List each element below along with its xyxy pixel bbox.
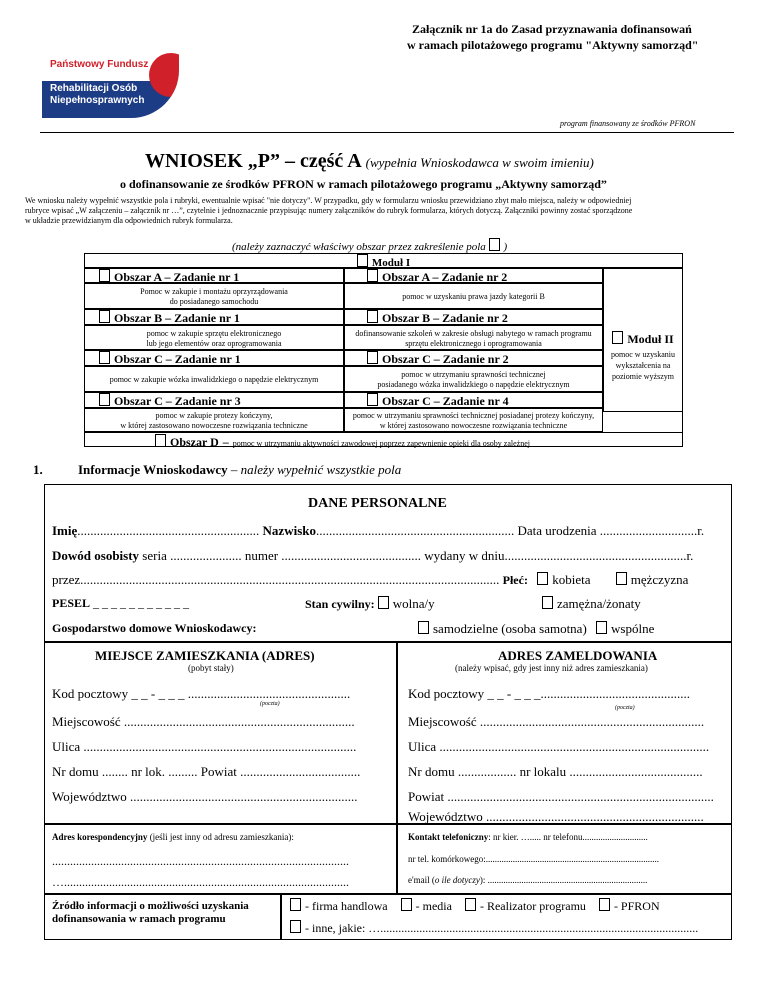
area-c4-checkbox[interactable]: [367, 393, 378, 406]
source-options-row-2: [290, 920, 698, 936]
source-label: Źródło informacji o możliwości uzyskania dofinansowania w ramach programu: [52, 900, 249, 925]
household-single-checkbox[interactable]: [418, 621, 429, 634]
module-2-checkbox[interactable]: [612, 331, 623, 344]
household-options: samodzielne (osoba samotna) wspólne: [418, 621, 654, 637]
area-d-row: Obszar D – pomoc w utrzymaniu aktywności zawodowej poprzez zapewnienie opieki dla osoby zależnej: [84, 432, 683, 447]
area-c3-header: Obszar C – Zadanie nr 3: [84, 392, 344, 408]
correspondence-line-1[interactable]: ...................................................................................................: [52, 854, 349, 868]
area-b1-desc: pomoc w zakupie sprzętu elektronicznego lub jego elementów oraz oprogramowania: [84, 325, 344, 350]
source-pfron-checkbox[interactable]: [599, 898, 610, 911]
name-row: Imię........................................................ Nazwisko............................................................. Data urodzenia ..............................r.: [52, 523, 705, 538]
area-c2-desc: pomoc w utrzymaniu sprawności technicznej posiadanego wózka inwalidzkiego o napędzie elektrycznym: [344, 366, 603, 392]
first-name-field[interactable]: ........................................................: [77, 523, 260, 538]
registration-county[interactable]: Powiat ..................................................................................: [408, 789, 714, 804]
personal-heading: DANE PERSONALNE: [308, 496, 447, 511]
area-a2-desc: pomoc w uzyskaniu prawa jazdy kategorii B: [344, 283, 603, 309]
section-1-title: Informacje Wnioskodawcy – należy wypełnić wszystkie pola: [78, 462, 402, 477]
registration-sub: (należy wpisać, gdy jest inny niż adres zamieszkania): [455, 663, 648, 673]
area-c1-header: Obszar C – Zadanie nr 1: [84, 350, 344, 366]
form-subtitle: o dofinansowanie ze środków PFRON w ramach pilotażowego programu „Aktywny samorząd”: [120, 177, 607, 191]
area-b2-header: Obszar B – Zadanie nr 2: [344, 309, 603, 325]
area-b1-checkbox[interactable]: [99, 310, 110, 323]
household-shared-checkbox[interactable]: [596, 621, 607, 634]
module-2-cell: Moduł II pomoc w uzyskaniu wykształcenia na poziomie wyższym: [603, 268, 683, 412]
area-c1-checkbox[interactable]: [99, 351, 110, 364]
source-realizer-checkbox[interactable]: [465, 898, 476, 911]
mobile-field[interactable]: nr tel. komórkowego:.............................................................................: [408, 854, 659, 864]
residence-heading: MIEJSCE ZAMIESZKANIA (ADRES): [95, 648, 315, 663]
correspondence-line-2[interactable]: …...............................................................................................: [52, 875, 349, 889]
area-c2-checkbox[interactable]: [367, 351, 378, 364]
instruction-text: (należy zaznaczyć właściwy obszar przez zakreślenie pola ): [232, 238, 507, 253]
married-checkbox[interactable]: [542, 596, 553, 609]
source-shop-checkbox[interactable]: [290, 898, 301, 911]
residence-sub: (pobyt stały): [188, 663, 234, 673]
checkbox-icon: [489, 238, 500, 251]
area-a1-checkbox[interactable]: [99, 269, 110, 282]
source-other-field[interactable]: - inne, jakie: …..........................................................................................................: [305, 921, 699, 935]
id-fields[interactable]: seria ...................... numer ........................................... wydany w dniu........................................................r.: [142, 548, 694, 563]
registration-number[interactable]: Nr domu .................. nr lokalu .........................................: [408, 764, 703, 779]
female-checkbox[interactable]: [537, 572, 548, 585]
area-b1-header: Obszar B – Zadanie nr 1: [84, 309, 344, 325]
logo-text-1: Państwowy Fundusz: [50, 59, 149, 70]
male-checkbox[interactable]: [616, 572, 627, 585]
area-c4-header: Obszar C – Zadanie nr 4: [344, 392, 603, 408]
issuer-field[interactable]: przez.................................................................................................................................: [52, 572, 500, 587]
residence-poczta-label: (poczta): [260, 701, 280, 707]
birth-date-field[interactable]: Data urodzenia ..............................r.: [517, 523, 705, 538]
email-field[interactable]: e'mail (o ile dotyczy): .......................................................................: [408, 875, 648, 885]
source-other-checkbox[interactable]: [290, 920, 301, 933]
residence-street[interactable]: Ulica ....................................................................................: [52, 739, 357, 754]
residence-number[interactable]: Nr domu ........ nr lok. ......... Powiat .....................................: [52, 764, 361, 779]
id-row: Dowód osobisty seria ...................... numer ........................................... wydany w dniu........................................................r.: [52, 548, 694, 563]
pesel-row: PESEL _ _ _ _ _ _ _ _ _ _ _: [52, 596, 190, 610]
registration-voivodeship[interactable]: Województwo ...................................................................: [408, 809, 704, 824]
attachment-line-2: w ramach pilotażowego programu "Aktywny samorząd": [407, 38, 699, 52]
source-media-checkbox[interactable]: [401, 898, 412, 911]
area-b2-desc: dofinansowanie szkoleń w zakresie obsługi nabytego w ramach programu sprzętu elektronicznego i oprogramowania: [344, 325, 603, 350]
area-c1-desc: pomoc w zakupie wózka inwalidzkiego o napędzie elektrycznym: [84, 366, 344, 392]
area-a2-header: Obszar A – Zadanie nr 2: [344, 268, 603, 283]
module-1-checkbox[interactable]: [357, 254, 368, 267]
issuer-row: przez................................................................................................................................. Płeć: kobieta mężczyzna: [52, 572, 689, 587]
area-a1-header: Obszar A – Zadanie nr 1: [84, 268, 344, 283]
area-c2-header: Obszar C – Zadanie nr 2: [344, 350, 603, 366]
pesel-field[interactable]: _ _ _ _ _ _ _ _ _ _ _: [93, 596, 190, 610]
area-b2-checkbox[interactable]: [367, 310, 378, 323]
form-title: WNIOSEK „P” – część A (wypełnia Wnioskodawca w swoim imieniu): [145, 150, 594, 172]
residence-voivodeship[interactable]: Województwo ......................................................................: [52, 789, 358, 804]
residence-city[interactable]: Miejscowość .......................................................................: [52, 714, 355, 729]
area-c4-desc: pomoc w utrzymaniu sprawności technicznej posiadanej protezy kończyny, w której zastosowano nowoczesne rozwiązania techniczne: [344, 408, 603, 432]
registration-postcode[interactable]: Kod pocztowy _ _ - _ _ _..............................................: [408, 686, 691, 701]
area-a2-checkbox[interactable]: [367, 269, 378, 282]
section-1-number: 1.: [33, 462, 43, 477]
registration-street[interactable]: Ulica ...................................................................................: [408, 739, 710, 754]
area-d-checkbox[interactable]: [155, 434, 166, 447]
household-row: Gospodarstwo domowe Wnioskodawcy:: [52, 621, 257, 635]
attachment-line-1: Załącznik nr 1a do Zasad przyznawania dofinansowań: [412, 22, 692, 36]
residence-postcode[interactable]: Kod pocztowy _ _ - _ _ _ ..................................................: [52, 686, 351, 701]
logo-text-2: Rehabilitacji Osób Niepełnosprawnych: [50, 83, 145, 106]
area-a1-desc: Pomoc w zakupie i montażu oprzyrządowania do posiadanego samochodu: [84, 283, 344, 309]
single-checkbox[interactable]: [378, 596, 389, 609]
phone-field[interactable]: Kontakt telefoniczny: nr kier. …..... nr telefonu.............................: [408, 832, 648, 842]
marital-row: Stan cywilny: wolna/y: [305, 596, 435, 611]
married-option: zamężna/żonaty: [542, 596, 641, 612]
module-1-header: Moduł I: [84, 253, 683, 268]
intro-text: We wniosku należy wypełnić wszystkie pola i rubryki, ewentualnie wpisać "nie dotyczy". W przypadku, gdy w formularzu wniosku przewidziano zbyt mało miejsca, należy w odpowiedniej rubryce wpisać „W załączeniu – załącznik nr …”, czytelnie i jednoznacznie przypisując numery załączników do rubryk formularza, których dotyczą. Załączniki powinny zostać sporządzone w układzie przewidzianym dla odpowiednich rubryk formularza.: [25, 196, 633, 225]
registration-heading: ADRES ZAMELDOWANIA: [498, 648, 658, 663]
source-options-row-1: - firma handlowa - media - Realizator programu - PFRON: [290, 898, 660, 914]
header-divider: [40, 132, 734, 133]
correspondence-label: Adres korespondencyjny (jeśli jest inny od adresu zamieszkania):: [52, 832, 294, 842]
last-name-field[interactable]: .............................................................: [315, 523, 515, 538]
registration-poczta-label: (poczta): [615, 705, 635, 711]
pfron-logo: [42, 43, 179, 118]
area-c3-checkbox[interactable]: [99, 393, 110, 406]
financed-note: program finansowany ze środków PFRON: [560, 119, 696, 128]
registration-city[interactable]: Miejscowość .....................................................................: [408, 714, 705, 729]
area-c3-desc: pomoc w zakupie protezy kończyny, w której zastosowano nowoczesne rozwiązania techniczne: [84, 408, 344, 432]
